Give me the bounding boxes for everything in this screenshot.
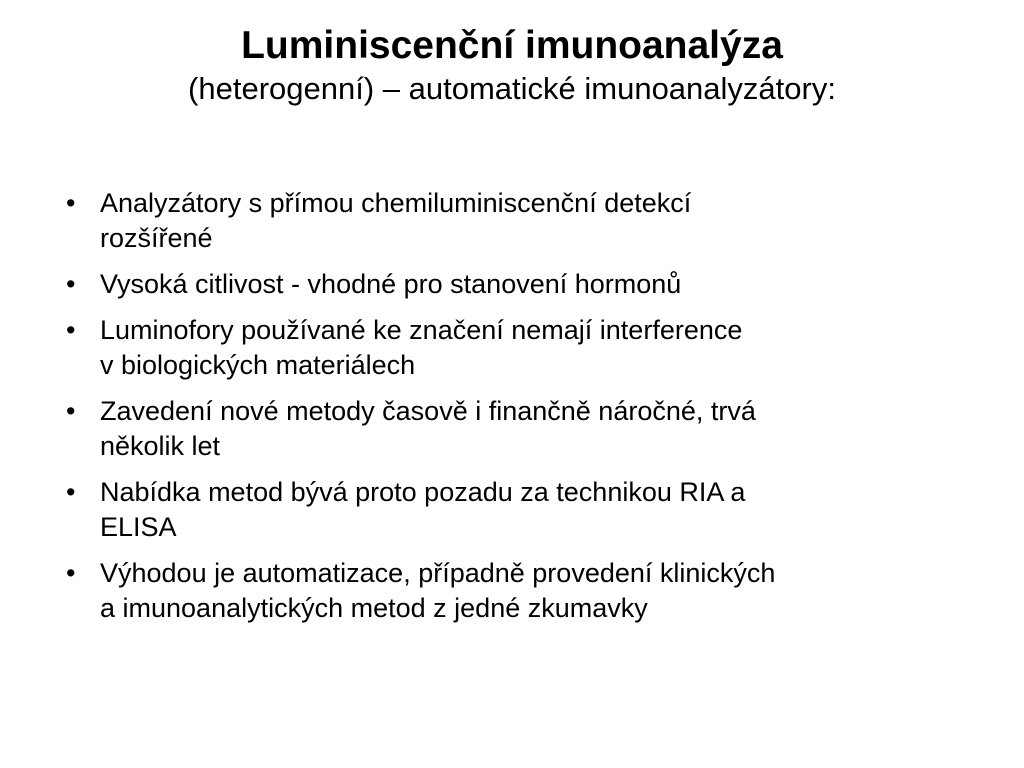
bullet-text-line: a imunoanalytických metod z jedné zkumavky — [100, 593, 648, 623]
slide-title: Luminiscenční imunoanalýza — [241, 24, 783, 67]
bullet-text-line: Vysoká citlivost - vhodné pro stanovení hormonů — [100, 269, 682, 299]
bullet-dot-icon: • — [66, 396, 76, 426]
bullet-text-line: Luminofory používané ke značení nemají interference — [100, 315, 743, 345]
bullet-text-line: ELISA — [100, 512, 177, 542]
bullet-item — [66, 475, 976, 545]
bullet-item — [66, 556, 976, 626]
bullet-dot-icon: • — [66, 558, 76, 588]
slide-subtitle: (heterogenní) – automatické imunoanalyzátory: — [188, 71, 836, 106]
bullet-list — [66, 186, 976, 637]
bullet-dot-icon: • — [66, 188, 76, 218]
bullet-text-line: několik let — [100, 431, 221, 461]
bullet-text-line: Analyzátory s přímou chemiluminiscenční detekcí — [100, 188, 692, 218]
bullet-item — [66, 267, 976, 302]
bullet-text-line: v biologických materiálech — [100, 350, 416, 380]
bullet-text-line: Zavedení nové metody časově i finančně náročné, trvá — [100, 396, 756, 426]
bullet-dot-icon: • — [66, 315, 76, 345]
bullet-text-line: Výhodou je automatizace, případně provedení klinických — [100, 558, 776, 588]
bullet-dot-icon: • — [66, 269, 76, 299]
bullet-item — [66, 186, 976, 256]
title-block — [0, 22, 1024, 108]
bullet-text-line: Nabídka metod bývá proto pozadu za technikou RIA a — [100, 477, 746, 507]
bullet-text-line: rozšířené — [100, 223, 213, 253]
bullet-dot-icon: • — [66, 477, 76, 507]
bullet-item — [66, 394, 976, 464]
bullet-item — [66, 313, 976, 383]
